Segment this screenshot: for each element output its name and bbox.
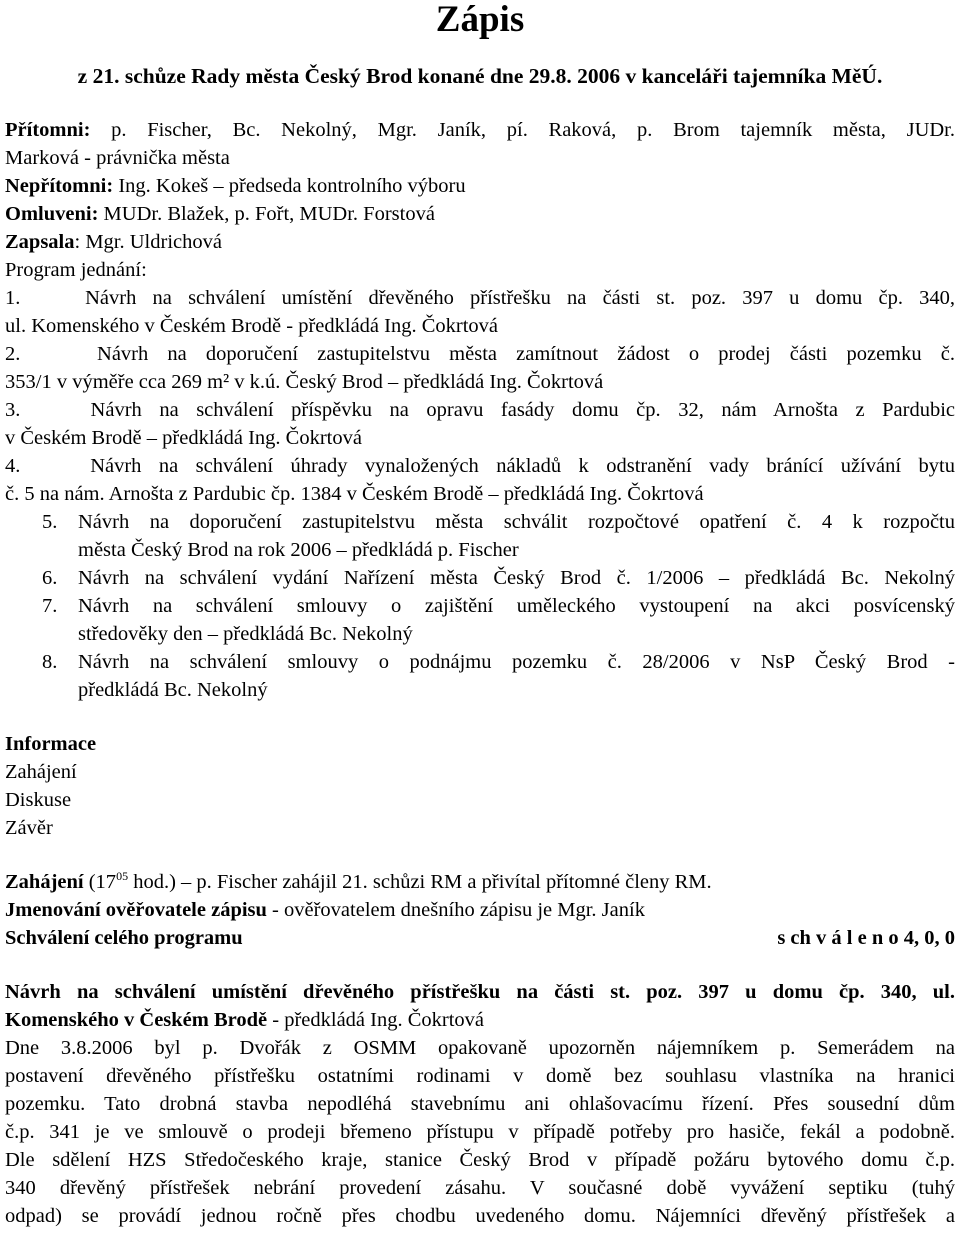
agenda-list-b xyxy=(5,508,955,704)
program-approval-result: s ch v á l e n o 4, 0, 0 xyxy=(777,927,955,949)
agenda-item-2-line-2: 353/1 v výměře cca 269 m² v k.ú. Český Brod – předkládá Ing. Čokrtová xyxy=(5,371,604,393)
agenda-heading: Program jednání: xyxy=(5,259,147,281)
absent-line xyxy=(5,172,955,200)
agenda-item xyxy=(42,592,955,648)
agenda-item-1-line-1: 1. Návrh na schválení umístění dřevěného přístřešku na části st. poz. 397 u domu čp. 340, xyxy=(5,287,956,309)
agenda-item xyxy=(42,508,955,564)
agenda-item-5-line-2: města Český Brod na rok 2006 – předkládá p. Fischer xyxy=(78,539,519,561)
program-approval-label: Schválení celého programu xyxy=(5,927,243,949)
agenda-item-3-line-2: v Českém Brodě – předkládá Ing. Čokrtová xyxy=(5,427,362,449)
agenda-item xyxy=(5,452,955,508)
excused-text: MUDr. Blažek, p. Fořt, MUDr. Forstová xyxy=(98,203,435,225)
absent-text: Ing. Kokeš – předseda kontrolního výboru xyxy=(113,175,466,197)
present-line-2: Marková - právnička města xyxy=(5,147,230,169)
present-text-1: p. Fischer, Bc. Nekolný, Mgr. Janík, pí. Raková, p. Brom tajemník města, JUDr. xyxy=(90,119,955,141)
excused-label: Omluveni: xyxy=(5,203,99,225)
agenda-item xyxy=(5,340,955,396)
agenda-item xyxy=(42,648,955,704)
agenda-item xyxy=(5,284,955,340)
agenda-item-number: 7. xyxy=(42,595,58,617)
opening-text: – p. Fischer zahájil 21. schůzi RM a přivítal přítomné členy RM. xyxy=(175,871,712,893)
present-label: Přítomni: xyxy=(5,119,91,141)
document-page xyxy=(5,0,955,1230)
recorder-label: Zapsala xyxy=(5,231,75,253)
recorder-line xyxy=(5,228,955,256)
item1-heading-line-2: Komenského v Českém Brodě - předkládá Ing. Čokrtová xyxy=(5,1009,485,1031)
recorder-text: : Mgr. Uldrichová xyxy=(74,231,222,253)
document-title: Zápis xyxy=(435,0,525,40)
item1-body-line: pozemku. Tato drobná stavba nepodléhá stavebnímu ani ohlašovacímu řízení. Přes sousední dům xyxy=(5,1093,955,1115)
agenda-item-7-line-2: středověky den – předkládá Bc. Nekolný xyxy=(78,623,413,645)
opening-label: Zahájení xyxy=(5,871,84,893)
item1-body-line: postavení dřevěného přístřešku ostatními rodinami v domě bez souhlasu vlastníka na hranici xyxy=(5,1065,955,1087)
agenda-item-4-line-2: č. 5 na nám. Arnošta z Pardubic čp. 1384 v Českém Brodě – předkládá Ing. Čokrtová xyxy=(5,483,704,505)
agenda-item-8-line-2: předkládá Bc. Nekolný xyxy=(78,679,268,701)
agenda-list-a xyxy=(5,284,955,508)
item1-body-line: Dne 3.8.2006 byl p. Dvořák z OSMM opakovaně upozorněn nájemníkem p. Semerádem na xyxy=(5,1037,955,1059)
verifier-line xyxy=(5,896,955,924)
opening-time-minutes: 05 xyxy=(116,869,129,884)
agenda-item xyxy=(5,396,955,452)
agenda-item-8-line-1: Návrh na schválení smlouvy o podnájmu pozemku č. 28/2006 v NsP Český Brod - xyxy=(78,651,955,673)
info-item: Závěr xyxy=(5,817,53,839)
agenda-item-2-line-1: 2. Návrh na doporučení zastupitelstvu města zamítnout žádost o prodej části pozemku č. xyxy=(5,343,955,365)
document-subtitle: z 21. schůze Rady města Český Brod konané dne 29.8. 2006 v kanceláři tajemníka MěÚ. xyxy=(77,64,883,88)
agenda-item-7-line-1: Návrh na schválení smlouvy o zajištění uměleckého vystoupení na akci posvícenský xyxy=(78,595,955,617)
agenda-item-5-line-1: Návrh na doporučení zastupitelstvu města schválit rozpočtové opatření č. 4 k rozpočtu xyxy=(78,511,955,533)
opening-line: Zahájení ($17^{05}$ hod.) – p. Fischer zahájil 21. schůzi RM a přivítal přítomné členy RM. xyxy=(5,869,712,893)
agenda-item xyxy=(42,564,955,592)
agenda-item-1-line-2: ul. Komenského v Českém Brodě - předkládá Ing. Čokrtová xyxy=(5,315,499,337)
agenda-item-number: 5. xyxy=(42,511,58,533)
item1-heading-line-1: Návrh na schválení umístění dřevěného přístřešku na části st. poz. 397 u domu čp. 340, ul. xyxy=(5,981,955,1003)
agenda-item-number: 6. xyxy=(42,567,58,589)
item1-body-line: odpad) se provádí jednou ročně přes chodbu uvedeného domu. Nájemníci dřevěný přístřešek a xyxy=(5,1205,955,1227)
verifier-text: - ověřovatelem dnešního zápisu je Mgr. Janík xyxy=(266,899,645,921)
item1-body-line: č.p. 341 je ve smlouvě o prodeji břemeno přístupu v případě potřeby pro hasiče, fekál a podobně. xyxy=(5,1121,955,1143)
program-approval-line xyxy=(5,924,955,952)
item1-body-line: Dle sdělení HZS Středočeského kraje, stanice Český Brod v případě požáru bytového domu č.p. xyxy=(5,1149,955,1171)
info-item: Zahájení xyxy=(5,761,77,783)
info-item: Diskuse xyxy=(5,789,72,811)
agenda-item-3-line-1: 3. Návrh na schválení příspěvku na opravu fasády domu čp. 32, nám Arnošta z Pardubic xyxy=(5,399,956,421)
item1-body-line: 340 dřevěný přístřešek nebrání provedení zásahu. V současné době vyvážení septiku (tuhý xyxy=(5,1177,955,1199)
agenda-item-4-line-1: 4. Návrh na schválení úhrady vynaložených nákladů k odstranění vady bránící užívání bytu xyxy=(5,455,955,477)
agenda-item-6-line-1: Návrh na schválení vydání Nařízení města Český Brod č. 1/2006 – předkládá Bc. Nekolný xyxy=(78,567,955,589)
present-line xyxy=(5,116,955,144)
info-heading: Informace xyxy=(5,733,97,755)
agenda-item-number: 8. xyxy=(42,651,58,673)
verifier-label: Jmenování ověřovatele zápisu xyxy=(5,899,267,921)
absent-label: Nepřítomni: xyxy=(5,175,114,197)
excused-line xyxy=(5,200,955,228)
